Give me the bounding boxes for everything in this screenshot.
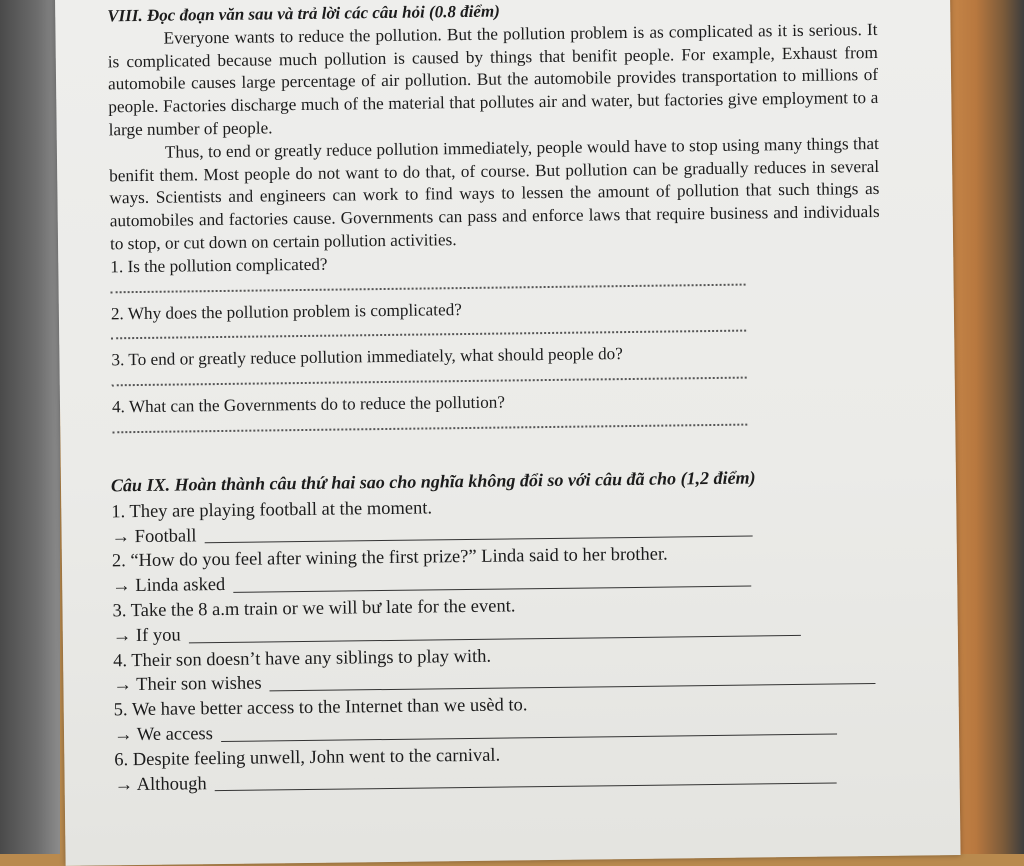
worksheet-page [55, 0, 961, 866]
question-4: 4. What can the Governments do to reduce the pollution? [111, 392, 506, 417]
answer-blank-6[interactable] [215, 782, 837, 792]
rewrite-prompt-2: → Linda asked [112, 575, 226, 597]
rewrite-prompt-6: → Although [114, 773, 207, 795]
passage-paragraph-1: Everyone wants to reduce the pollution. But the pollution problem is as complicated as it is serious. It is complicated because much pollution is caused by things that benifit people. For example, Exhaust from automobile causes large percentage of air pollution. But the automobile provides transportation to millions of people. Factories discharge much of the material that pollutes air and water, but factories give employment to a large number of people. [107, 19, 879, 140]
section-viii [107, 0, 882, 443]
rewrite-prompt-3: → If you [112, 625, 181, 647]
section-ix [111, 464, 915, 798]
question-3: 3. To end or greatly reduce pollution immediately, what should people do? [111, 344, 623, 370]
rewrite-sentence-6: 6. Despite feeling unwell, John went to the carnival. [114, 745, 501, 771]
rewrite-prompt-5: → We access [113, 724, 214, 746]
question-1: 1. Is the pollution complicated? [110, 254, 328, 277]
rewrite-sentence-3: 3. Take the 8 a.m train or we will bư late for the event. [112, 596, 516, 622]
rewrite-prompt-4: → Their son wishes [113, 673, 262, 696]
rewrite-prompt-1: → Football [111, 525, 197, 547]
rewrite-sentence-5: 5. We have better access to the Internet than we usèd to. [113, 695, 528, 721]
rewrite-sentence-1: 1. They are playing football at the moment. [111, 498, 433, 523]
background-left [0, 0, 60, 854]
rewrite-sentence-2: 2. “How do you feel after wining the first prize?” Linda said to her brother. [111, 544, 668, 572]
section-ix-heading: Câu IX. Hoàn thành câu thứ hai sao cho nghĩa không đổi so với câu đã cho (1,2 điểm) [110, 467, 756, 496]
rewrite-sentence-4: 4. Their son doesn’t have any siblings to play with. [113, 646, 492, 671]
question-2: 2. Why does the pollution problem is complicated? [110, 299, 462, 323]
passage-paragraph-2: Thus, to end or greatly reduce pollution immediately, people would have to stop using many things that benifit them. Most people do not want to do that, of course. But pollution can be gradually reduces in several ways. Scientists and engineers can work to find ways to lessen the amount of pollution that such things as automobiles and factories cause. Governments can pass and enforce laws that require business and individuals to stop, or cut down on certain pollution activities. [109, 133, 880, 254]
section-viii-heading: VIII. Đọc đoạn văn sau và trả lời các câu hỏi (0.8 điểm) [107, 1, 500, 26]
